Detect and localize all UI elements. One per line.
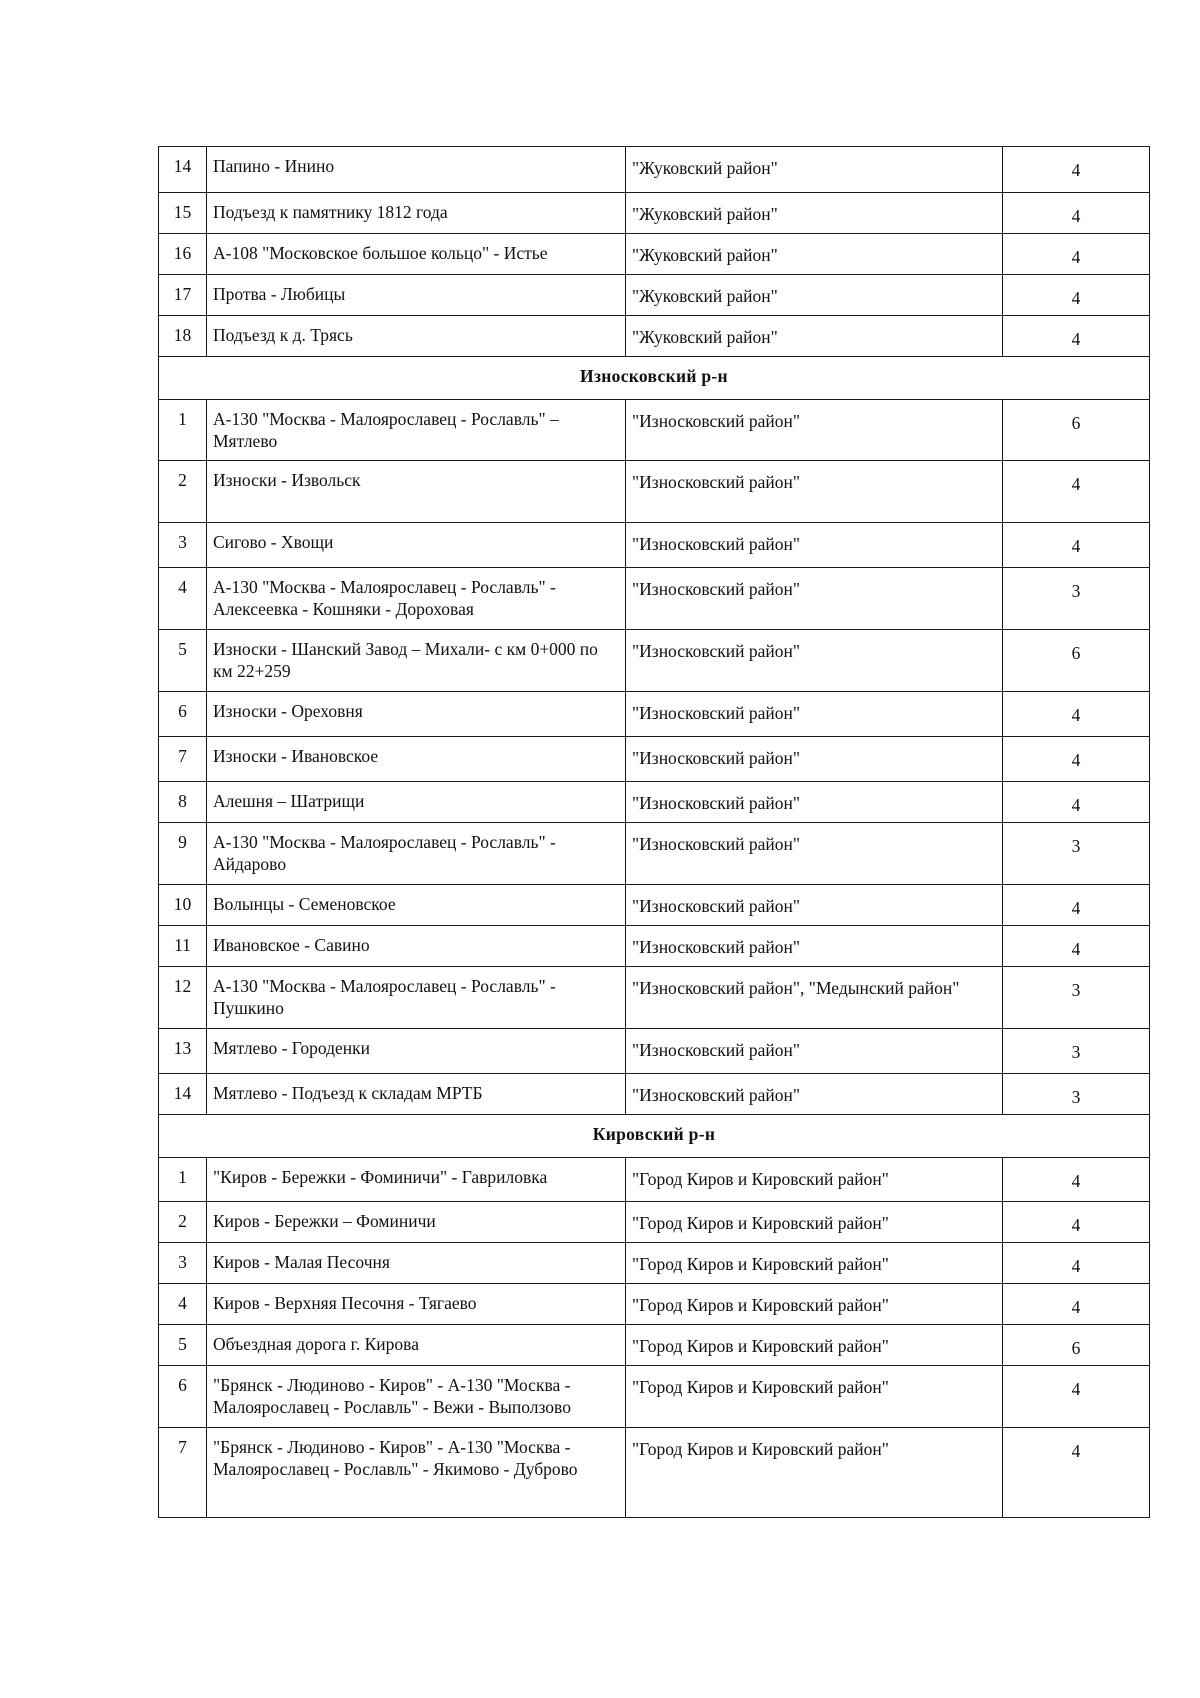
table-row <box>159 1243 1150 1284</box>
district-name: "Износковский район" <box>626 1074 1003 1115</box>
district-name: "Город Киров и Кировский район" <box>626 1366 1003 1428</box>
row-number: 17 <box>159 275 207 316</box>
table-row <box>159 1284 1150 1325</box>
table-row <box>159 926 1150 967</box>
row-number: 15 <box>159 193 207 234</box>
row-number: 1 <box>159 1158 207 1202</box>
district-name: "Город Киров и Кировский район" <box>626 1325 1003 1366</box>
road-value: 6 <box>1003 1325 1150 1366</box>
road-name: Износки - Шанский Завод – Михали- с км 0+000 по км 22+259 <box>207 630 626 692</box>
road-value: 4 <box>1003 316 1150 357</box>
row-number: 14 <box>159 1074 207 1115</box>
road-value: 4 <box>1003 1284 1150 1325</box>
row-number: 7 <box>159 1428 207 1518</box>
table-row <box>159 1428 1150 1518</box>
district-name: "Город Киров и Кировский район" <box>626 1284 1003 1325</box>
road-value: 4 <box>1003 782 1150 823</box>
roads-table-body <box>159 147 1150 1518</box>
road-value: 4 <box>1003 523 1150 568</box>
road-name: Износки - Ивановское <box>207 737 626 782</box>
road-name: Подъезд к д. Трясь <box>207 316 626 357</box>
table-row <box>159 737 1150 782</box>
district-name: "Город Киров и Кировский район" <box>626 1158 1003 1202</box>
road-name: А-130 "Москва - Малоярославец - Рославль" – Мятлево <box>207 400 626 461</box>
district-name: "Город Киров и Кировский район" <box>626 1202 1003 1243</box>
road-value: 4 <box>1003 461 1150 523</box>
road-name: Папино - Инино <box>207 147 626 193</box>
road-value: 4 <box>1003 1202 1150 1243</box>
row-number: 18 <box>159 316 207 357</box>
road-value: 4 <box>1003 1366 1150 1428</box>
row-number: 7 <box>159 737 207 782</box>
district-name: "Износковский район" <box>626 885 1003 926</box>
row-number: 13 <box>159 1029 207 1074</box>
road-value: 3 <box>1003 967 1150 1029</box>
road-value: 4 <box>1003 1158 1150 1202</box>
road-name: А-130 "Москва - Малоярославец - Рославль" - Алексеевка - Кошняки - Дороховая <box>207 568 626 630</box>
section-title: Кировский р-н <box>159 1115 1150 1158</box>
road-name: Алешня – Шатрищи <box>207 782 626 823</box>
row-number: 14 <box>159 147 207 193</box>
road-name: Износки - Извольск <box>207 461 626 523</box>
district-name: "Износковский район" <box>626 782 1003 823</box>
table-row <box>159 400 1150 461</box>
district-name: "Жуковский район" <box>626 275 1003 316</box>
district-name: "Износковский район", "Медынский район" <box>626 967 1003 1029</box>
district-name: "Жуковский район" <box>626 193 1003 234</box>
road-name: "Брянск - Людиново - Киров" - А-130 "Москва - Малоярославец - Рославль" - Якимово - Дуброво <box>207 1428 626 1518</box>
district-name: "Город Киров и Кировский район" <box>626 1243 1003 1284</box>
row-number: 6 <box>159 692 207 737</box>
row-number: 5 <box>159 630 207 692</box>
road-name: А-130 "Москва - Малоярославец - Рославль" - Айдарово <box>207 823 626 885</box>
table-row <box>159 885 1150 926</box>
row-number: 10 <box>159 885 207 926</box>
district-name: "Износковский район" <box>626 692 1003 737</box>
table-row <box>159 1202 1150 1243</box>
road-value: 4 <box>1003 692 1150 737</box>
road-name: Волынцы - Семеновское <box>207 885 626 926</box>
district-name: "Износковский район" <box>626 461 1003 523</box>
road-name: Протва - Любицы <box>207 275 626 316</box>
district-name: "Жуковский район" <box>626 147 1003 193</box>
district-name: "Износковский район" <box>626 523 1003 568</box>
road-name: Износки - Ореховня <box>207 692 626 737</box>
table-row <box>159 461 1150 523</box>
road-name: "Киров - Бережки - Фоминичи" - Гавриловка <box>207 1158 626 1202</box>
table-row <box>159 630 1150 692</box>
row-number: 6 <box>159 1366 207 1428</box>
road-value: 6 <box>1003 630 1150 692</box>
road-value: 4 <box>1003 1428 1150 1518</box>
section-header-row <box>159 1115 1150 1158</box>
road-value: 4 <box>1003 275 1150 316</box>
roads-table <box>158 146 1150 1518</box>
district-name: "Износковский район" <box>626 400 1003 461</box>
road-name: Объездная дорога г. Кирова <box>207 1325 626 1366</box>
road-value: 4 <box>1003 1243 1150 1284</box>
district-name: "Износковский район" <box>626 630 1003 692</box>
row-number: 8 <box>159 782 207 823</box>
road-value: 3 <box>1003 568 1150 630</box>
row-number: 4 <box>159 568 207 630</box>
road-value: 3 <box>1003 1074 1150 1115</box>
row-number: 2 <box>159 1202 207 1243</box>
road-name: Киров - Верхняя Песочня - Тягаево <box>207 1284 626 1325</box>
table-row <box>159 1325 1150 1366</box>
table-row <box>159 193 1150 234</box>
row-number: 9 <box>159 823 207 885</box>
road-value: 3 <box>1003 823 1150 885</box>
road-value: 4 <box>1003 147 1150 193</box>
row-number: 4 <box>159 1284 207 1325</box>
row-number: 12 <box>159 967 207 1029</box>
district-name: "Износковский район" <box>626 926 1003 967</box>
road-name: Подъезд к памятнику 1812 года <box>207 193 626 234</box>
row-number: 2 <box>159 461 207 523</box>
row-number: 3 <box>159 523 207 568</box>
table-row <box>159 692 1150 737</box>
road-value: 4 <box>1003 885 1150 926</box>
table-row <box>159 523 1150 568</box>
road-name: Киров - Бережки – Фоминичи <box>207 1202 626 1243</box>
table-row <box>159 568 1150 630</box>
road-name: "Брянск - Людиново - Киров" - А-130 "Москва - Малоярославец - Рославль" - Вежи - Выползово <box>207 1366 626 1428</box>
road-name: Сигово - Хвощи <box>207 523 626 568</box>
table-row <box>159 1029 1150 1074</box>
table-row <box>159 1158 1150 1202</box>
row-number: 5 <box>159 1325 207 1366</box>
table-row <box>159 1366 1150 1428</box>
road-value: 4 <box>1003 234 1150 275</box>
district-name: "Износковский район" <box>626 737 1003 782</box>
row-number: 16 <box>159 234 207 275</box>
district-name: "Жуковский район" <box>626 316 1003 357</box>
table-row <box>159 1074 1150 1115</box>
road-value: 4 <box>1003 926 1150 967</box>
district-name: "Износковский район" <box>626 568 1003 630</box>
district-name: "Жуковский район" <box>626 234 1003 275</box>
table-row <box>159 275 1150 316</box>
table-row <box>159 147 1150 193</box>
table-row <box>159 234 1150 275</box>
road-name: Мятлево - Подъезд к складам МРТБ <box>207 1074 626 1115</box>
road-name: Киров - Малая Песочня <box>207 1243 626 1284</box>
road-name: А-108 "Московское большое кольцо" - Истье <box>207 234 626 275</box>
district-name: "Город Киров и Кировский район" <box>626 1428 1003 1518</box>
section-header-row <box>159 357 1150 400</box>
road-value: 6 <box>1003 400 1150 461</box>
road-value: 3 <box>1003 1029 1150 1074</box>
table-row <box>159 782 1150 823</box>
table-row <box>159 316 1150 357</box>
road-name: А-130 "Москва - Малоярославец - Рославль" - Пушкино <box>207 967 626 1029</box>
row-number: 1 <box>159 400 207 461</box>
row-number: 3 <box>159 1243 207 1284</box>
road-name: Мятлево - Городенки <box>207 1029 626 1074</box>
road-name: Ивановское - Савино <box>207 926 626 967</box>
section-title: Износковский р-н <box>159 357 1150 400</box>
table-row <box>159 823 1150 885</box>
district-name: "Износковский район" <box>626 823 1003 885</box>
road-value: 4 <box>1003 737 1150 782</box>
table-row <box>159 967 1150 1029</box>
district-name: "Износковский район" <box>626 1029 1003 1074</box>
road-value: 4 <box>1003 193 1150 234</box>
row-number: 11 <box>159 926 207 967</box>
